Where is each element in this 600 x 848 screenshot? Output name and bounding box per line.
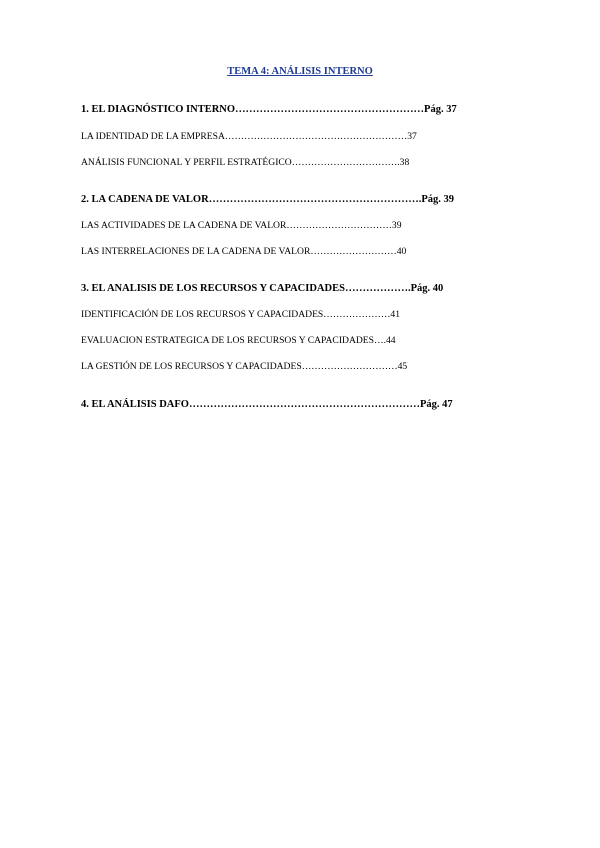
toc-entry-text: 2. LA CADENA DE VALOR (81, 194, 209, 205)
toc-page-number: Pág. 40 (410, 283, 444, 294)
toc-entry-text: 3. EL ANALISIS DE LOS RECURSOS Y CAPACIDADES (81, 283, 345, 294)
toc-entry-text: 1. EL DIAGNÓSTICO INTERNO (81, 104, 236, 115)
toc-entry-analisis-recursos (81, 283, 443, 294)
toc-page-number: 41 (390, 309, 401, 320)
toc-leader-dots: ………………. (344, 283, 411, 294)
toc-leader-dots: ……………………………. (291, 157, 400, 168)
toc-entry-text: ANÁLISIS FUNCIONAL Y PERFIL ESTRATÉGICO (81, 157, 292, 168)
toc-entry-text: IDENTIFICACIÓN DE LOS RECURSOS Y CAPACIDADES (81, 309, 324, 320)
toc-page-number: 44 (386, 335, 396, 346)
toc-leader-dots: …. (374, 335, 386, 346)
toc-entry-identidad-empresa (81, 131, 417, 142)
toc-entry-analisis-funcional (81, 157, 409, 168)
toc-entry-actividades-cadena (81, 220, 402, 231)
toc-page-number: 37 (407, 131, 417, 142)
toc-entry-text: LAS ACTIVIDADES DE LA CADENA DE VALOR (81, 220, 287, 231)
toc-page-number: 38 (399, 157, 410, 168)
toc-entry-text: 4. EL ANÁLISIS DAFO (81, 399, 189, 410)
toc-leader-dots: ………………………………………………………… (188, 399, 420, 410)
toc-page-number: 39 (391, 220, 402, 231)
toc-entry-identificacion-recursos (81, 309, 400, 320)
toc-entry-cadena-valor (81, 194, 454, 205)
page-title: TEMA 4: ANÁLISIS INTERNO (227, 66, 373, 77)
toc-entry-text: EVALUACION ESTRATEGICA DE LOS RECURSOS Y CAPACIDADES (81, 335, 374, 346)
toc-leader-dots: ……………………… (310, 246, 397, 257)
toc-leader-dots: ……………………………………………… (235, 104, 425, 115)
toc-entry-analisis-dafo (81, 399, 453, 410)
toc-leader-dots: ……………………………………………………. (208, 194, 422, 205)
toc-entry-text: LAS INTERRELACIONES DE LA CADENA DE VALOR (81, 246, 311, 257)
toc-page-number: 45 (397, 361, 408, 372)
toc-leader-dots: ………………… (323, 309, 391, 320)
toc-entry-text: LA IDENTIDAD DE LA EMPRESA (81, 131, 225, 142)
toc-entry-interrelaciones-cadena (81, 246, 406, 257)
toc-entry-text: LA GESTIÓN DE LOS RECURSOS Y CAPACIDADES (81, 361, 302, 372)
toc-entry-diagnostico-interno (81, 104, 457, 115)
toc-page-number: 40 (396, 246, 407, 257)
toc-page-number: Pág. 37 (424, 104, 457, 115)
toc-page-number: Pág. 47 (419, 399, 453, 410)
toc-leader-dots: …………………………… (286, 220, 392, 231)
toc-leader-dots: ………………………………………………… (224, 131, 408, 142)
toc-leader-dots: ………………………… (301, 361, 398, 372)
toc-page-number: Pág. 39 (421, 194, 454, 205)
toc-entry-gestion-recursos (81, 361, 407, 372)
toc-entry-evaluacion-estrategica (81, 335, 396, 346)
